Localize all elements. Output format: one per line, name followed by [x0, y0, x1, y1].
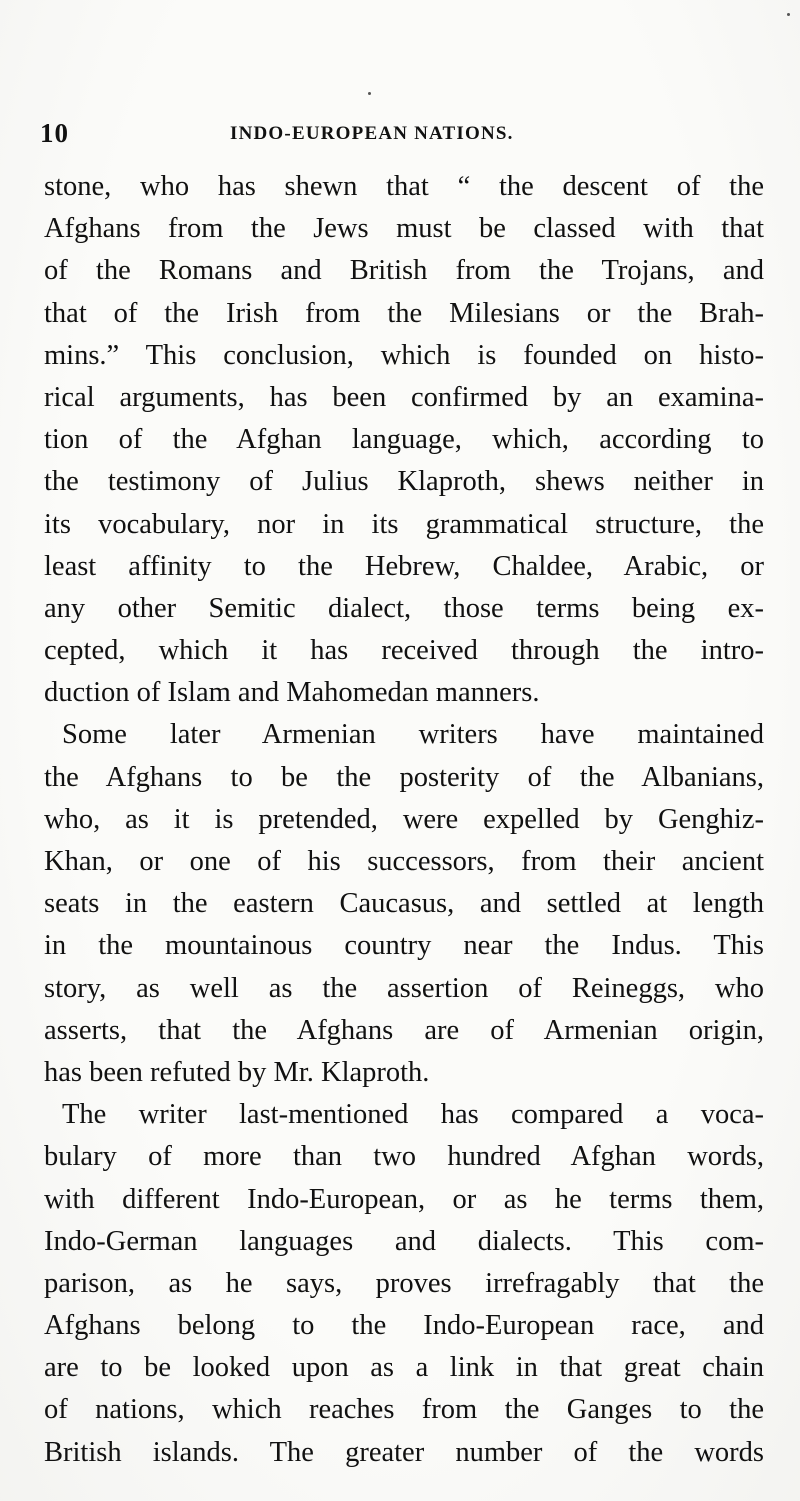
text-line: bulary of more than two hundred Afghan words, — [44, 1141, 764, 1173]
body-text — [44, 166, 764, 1474]
text-line: with different Indo-European, or as he terms them, — [44, 1183, 764, 1215]
text-line: British islands. The greater number of the words — [44, 1436, 764, 1468]
text-line: that of the Irish from the Milesians or the Brah- — [44, 297, 764, 329]
text-line: asserts, that the Afghans are of Armenian origin, — [44, 1014, 764, 1046]
ink-speck — [368, 92, 371, 95]
text-line: Some later Armenian writers have maintained — [62, 719, 764, 751]
text-line: cepted, which it has received through the intro- — [44, 635, 764, 667]
text-line: any other Semitic dialect, those terms being ex- — [44, 592, 764, 624]
text-line: seats in the eastern Caucasus, and settled at length — [44, 888, 764, 920]
text-line: has been refuted by Mr. Klaproth. — [44, 1056, 430, 1088]
text-line: least affinity to the Hebrew, Chaldee, Arabic, or — [44, 550, 764, 582]
text-line: rical arguments, has been confirmed by an examina- — [44, 381, 764, 413]
text-line: of nations, which reaches from the Ganges to the — [44, 1394, 764, 1426]
page-number: 10 — [40, 118, 69, 148]
text-line: Khan, or one of his successors, from their ancient — [44, 846, 764, 877]
text-line: stone, who has shewn that “ the descent of the — [44, 171, 764, 202]
text-line: who, as it is pretended, were expelled by Genghiz- — [44, 803, 764, 835]
text-line: Afghans from the Jews must be classed with that — [44, 213, 764, 245]
text-line: The writer last-mentioned has compared a voca- — [62, 1099, 764, 1131]
text-line: duction of Islam and Mahomedan manners. — [44, 677, 540, 709]
text-line: are to be looked upon as a link in that great chain — [44, 1352, 764, 1384]
text-line: Afghans belong to the Indo-European race, and — [44, 1310, 764, 1342]
text-line: in the mountainous country near the Indus. This — [44, 930, 764, 962]
text-line: mins.” This conclusion, which is founded on histo- — [44, 339, 764, 371]
text-line: parison, as he says, proves irrefragably that the — [44, 1267, 764, 1299]
text-line: the Afghans to be the posterity of the Albanians, — [44, 761, 764, 793]
running-head: INDO-EUROPEAN NATIONS. — [230, 123, 514, 144]
text-line: Indo-German languages and dialects. This com- — [44, 1225, 764, 1257]
page-header — [40, 118, 760, 158]
text-line: story, as well as the assertion of Reineggs, who — [44, 972, 764, 1004]
text-line: tion of the Afghan language, which, according to — [44, 424, 764, 456]
text-line: its vocabulary, nor in its grammatical structure, the — [44, 508, 764, 540]
text-line: the testimony of Julius Klaproth, shews neither in — [44, 466, 764, 498]
text-line: of the Romans and British from the Trojans, and — [44, 255, 764, 287]
ink-speck — [787, 13, 790, 16]
